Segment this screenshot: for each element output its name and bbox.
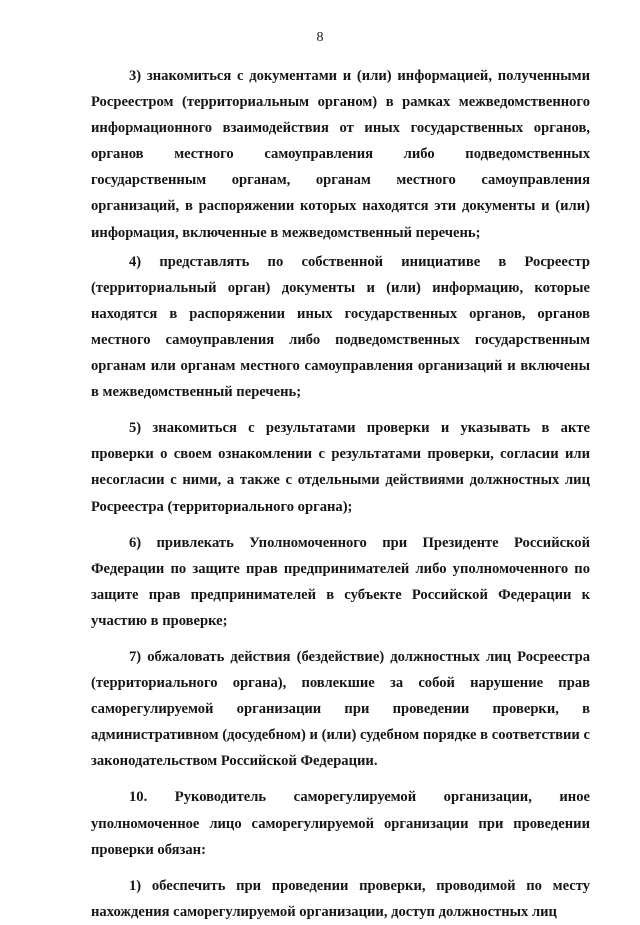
document-body <box>91 63 590 925</box>
paragraph-item-3: 3) знакомиться с документами и (или) информацией, полученными Росреестром (территориальным органом) в рамках межведомственного информационного взаимодействия от иных государственных органов, органов местного самоуправления либо подведомственных государственным органам, органам местного самоуправления организаций, в распоряжении которых находятся эти документы и (или) информация, включенные в межведомственный перечень; <box>91 68 590 241</box>
page-number: 8 <box>316 30 324 45</box>
paragraph-section-10-item-1: 1) обеспечить при проведении проверки, проводимой по месту нахождения саморегулируемой организации, доступ должностных лиц <box>91 877 590 920</box>
paragraph-item-4: 4) представлять по собственной инициативе в Росреестр (территориальный орган) документы и (или) информацию, которые находятся в распоряжении иных государственных органов, органов местного самоуправления либо подведомственных государственным органам или органам местного самоуправления организаций и включены в межведомственный перечень; <box>91 253 590 401</box>
paragraph-item-6: 6) привлекать Уполномоченного при Президенте Российской Федерации по защите прав предпринимателей либо уполномоченного по защите прав предпринимателей в субъекте Российской Федерации к участию в проверке; <box>91 534 590 629</box>
paragraph-section-10: 10. Руководитель саморегулируемой организации, иное уполномоченное лицо саморегулируемой организации при проведении проверки обязан: <box>91 789 590 858</box>
paragraph-item-5: 5) знакомиться с результатами проверки и указывать в акте проверки о своем ознакомлении с результатами проверки, согласии или несогласии с ними, а также с отдельными действиями должностных лиц Росреестра (территориального органа); <box>91 420 590 515</box>
paragraph-item-7: 7) обжаловать действия (бездействие) должностных лиц Росреестра (территориального органа), повлекшие за собой нарушение прав саморегулируемой организации при проведении проверки, в административном (досудебном) и (или) судебном порядке в соответствии с законодательством Российской Федерации. <box>91 648 590 770</box>
